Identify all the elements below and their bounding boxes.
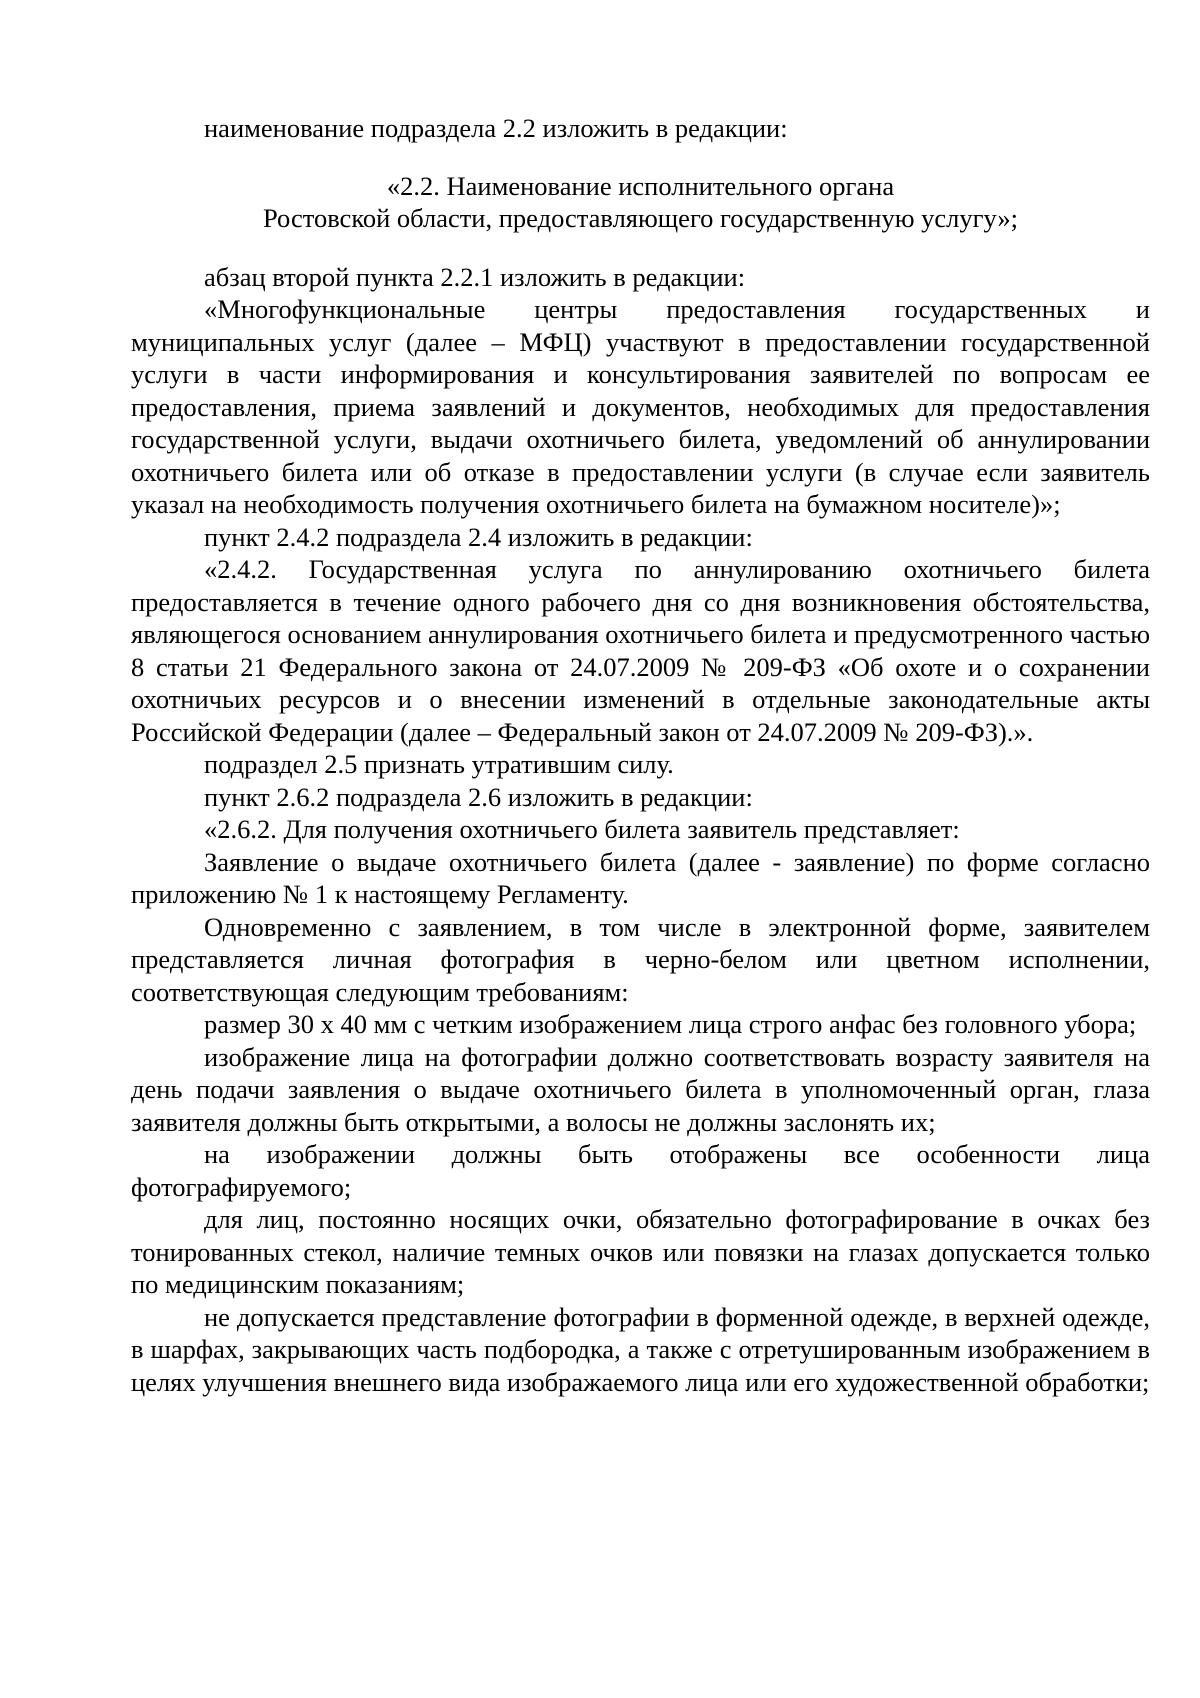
- paragraph: на изображении должны быть отображены все особенности лица фотографируемого;: [131, 1139, 1150, 1202]
- paragraph: Одновременно с заявлением, в том числе в электронной форме, заявителем представляется личная фотография в черно-белом или цветном исполнении, соответствующая следующим требованиям:: [131, 911, 1150, 1007]
- paragraph: Заявление о выдаче охотничьего билета (далее - заявление) по форме согласно приложению № 1 к настоящему Регламенту.: [131, 846, 1150, 909]
- paragraph: пункт 2.4.2 подраздела 2.4 изложить в редакции:: [204, 521, 753, 552]
- paragraph: «2.4.2. Государственная услуга по аннулированию охотничьего билета предоставляется в течение одного рабочего дня со дня возникновения обстоятельства, являющегося основанием аннулирования охотничьего билета и предусмотренного частью 8 статьи 21 Федерального закона от 24.07.2009 № 209-ФЗ «Об охоте и о сохранении охотничьих ресурсов и о внесении изменений в отдельные законодательные акты Российской Федерации (далее – Федеральный закон от 24.07.2009 № 209-ФЗ).».: [131, 554, 1150, 747]
- paragraph: для лиц, постоянно носящих очки, обязательно фотографирование в очках без тонированных стекол, наличие темных очков или повязки на глазах допускается только по медицинским показаниям;: [131, 1204, 1150, 1299]
- section-heading-line-2: Ростовской области, предоставляющего государственную услугу»;: [262, 203, 1019, 233]
- section-heading: [131, 170, 1150, 235]
- intro-paragraph: наименование подраздела 2.2 изложить в редакции:: [204, 113, 788, 143]
- paragraph: «2.6.2. Для получения охотничьего билета заявитель представляет:: [204, 814, 960, 844]
- paragraph: размер 30 х 40 мм с четким изображением лица строго анфас без головного убора;: [204, 1009, 1137, 1039]
- paragraph: пункт 2.6.2 подраздела 2.6 изложить в редакции:: [204, 781, 753, 812]
- document-body: [131, 112, 1150, 1398]
- paragraph: не допускается представление фотографии в форменной одежде, в верхней одежде, в шарфах, закрывающих часть подбородка, а также с отретушированным изображением в целях улучшения внешнего вида изображаемого лица или его художественной обработки;: [131, 1301, 1150, 1397]
- paragraph: изображение лица на фотографии должно соответствовать возрасту заявителя на день подачи заявления о выдаче охотничьего билета в уполномоченный орган, глаза заявителя должны быть открытыми, а волосы не должны заслонять их;: [131, 1041, 1150, 1137]
- paragraph: подраздел 2.5 признать утратившим силу.: [204, 749, 674, 779]
- paragraph: абзац второй пункта 2.2.1 изложить в редакции:: [204, 261, 746, 292]
- section-heading-line-1: «2.2. Наименование исполнительного органа: [386, 170, 895, 201]
- paragraph: «Многофункциональные центры предоставления государственных и муниципальных услуг (далее – МФЦ) участвуют в предоставлении государственной услуги в части информирования и консультирования заявителей по вопросам ее предоставления, приема заявлений и документов, необходимых для предоставления государственной услуги, выдачи охотничьего билета, уведомлений об аннулировании охотничьего билета или об отказе в предоставлении услуги (в случае если заявитель указал на необходимость получения охотничьего билета на бумажном носителе)»;: [131, 294, 1150, 519]
